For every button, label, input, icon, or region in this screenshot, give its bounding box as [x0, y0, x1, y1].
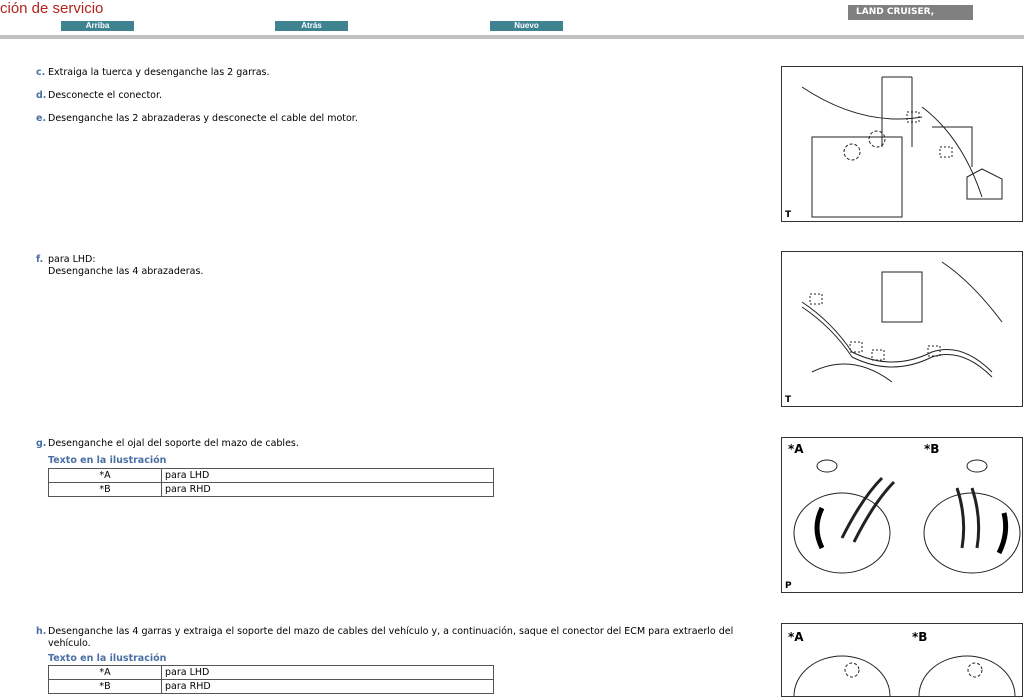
value-cell: para LHD	[162, 469, 494, 483]
nav-up-button[interactable]: Arriba	[61, 21, 134, 31]
key-cell: *B	[49, 483, 162, 497]
step-d	[36, 90, 756, 102]
step-text: Desenganche las 4 abrazaderas.	[48, 266, 204, 277]
page-title: ción de servicio	[0, 0, 104, 17]
figure-corner-label: P	[785, 581, 792, 591]
step-text: Desenganche las 4 garras y extraiga el soporte del mazo de cables del vehículo y, a continuación, saque el conector del ECM para extraerlo del vehículo.	[48, 626, 734, 649]
step-text: Desenganche las 2 abrazaderas y desconecte el cable del motor.	[48, 113, 358, 124]
illustration-ecm-bracket	[781, 623, 1023, 697]
figure-label: *B	[924, 442, 940, 456]
value-cell: para RHD	[162, 680, 494, 694]
step-letter: h.	[36, 626, 47, 637]
value-cell: para RHD	[162, 483, 494, 497]
step-letter: g.	[36, 438, 47, 449]
header-divider	[0, 35, 1024, 39]
figure-label: *B	[912, 630, 928, 644]
table-row	[49, 469, 494, 483]
figure-label: *A	[788, 442, 804, 456]
table-row	[49, 666, 494, 680]
value-cell: para LHD	[162, 666, 494, 680]
step-letter: e.	[36, 113, 47, 124]
step-e	[36, 113, 756, 125]
illustration-clamps	[781, 251, 1023, 407]
step-text: Extraiga la tuerca y desenganche las 2 garras.	[48, 67, 270, 78]
step-letter: d.	[36, 90, 47, 101]
illustration-caption: Texto en la ilustración	[48, 653, 167, 664]
illustration-caption: Texto en la ilustración	[48, 455, 167, 466]
nav-new-button[interactable]: Nuevo	[490, 21, 563, 31]
figure-label: *A	[788, 630, 804, 644]
nav-back-button[interactable]: Atrás	[275, 21, 348, 31]
step-f	[36, 254, 756, 278]
step-text: Desenganche el ojal del soporte del mazo de cables.	[48, 438, 299, 449]
table-row	[49, 680, 494, 694]
step-h	[36, 626, 756, 650]
figure-corner-label: T	[785, 210, 792, 220]
legend-table	[48, 665, 494, 694]
step-g	[36, 438, 756, 450]
step-text: Desconecte el conector.	[48, 90, 163, 101]
step-text: para LHD:	[48, 254, 96, 265]
illustration-engine-connector	[781, 66, 1023, 222]
table-row	[49, 483, 494, 497]
step-c	[36, 67, 756, 79]
model-badge: LAND CRUISER,	[848, 5, 973, 20]
illustration-grommet	[781, 437, 1023, 593]
key-cell: *A	[49, 469, 162, 483]
key-cell: *B	[49, 680, 162, 694]
step-letter: c.	[36, 67, 46, 78]
step-letter: f.	[36, 254, 44, 265]
figure-corner-label: T	[785, 395, 792, 405]
key-cell: *A	[49, 666, 162, 680]
legend-table	[48, 468, 494, 497]
